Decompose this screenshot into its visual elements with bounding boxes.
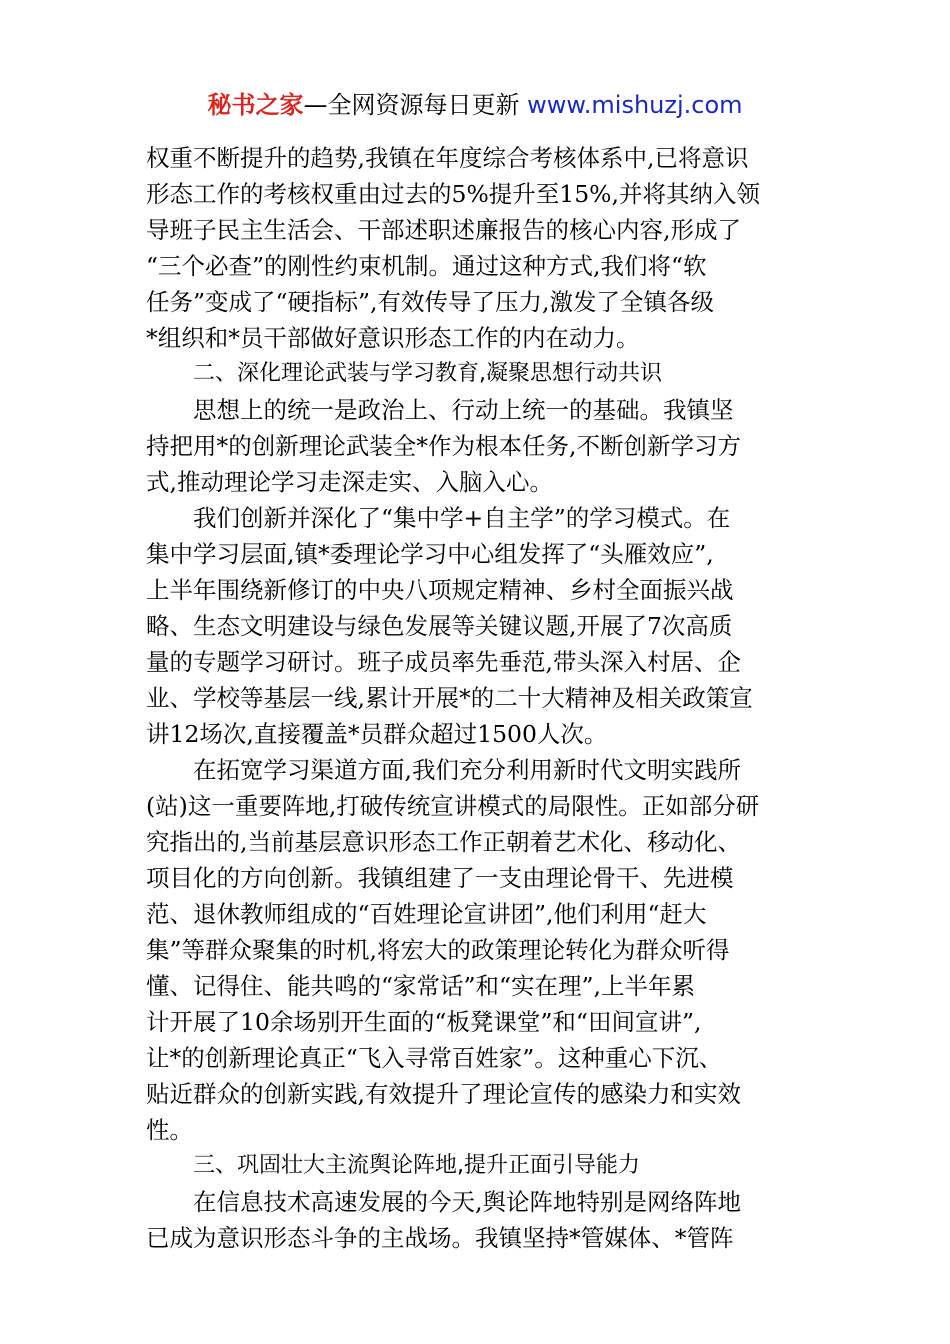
text-line: 形态工作的考核权重由过去的5%提升至15%,并将其纳入领 [146, 180, 760, 208]
site-url-link[interactable]: www.mishuzj.com [527, 91, 743, 119]
text-line: 懂、记得住、能共鸣的“家常话”和“实在理”,上半年累 [146, 972, 696, 1000]
text-line: 集中学习层面,镇*委理论学习中心组发挥了“头雁效应”, [146, 540, 714, 568]
text-line: (站)这一重要阵地,打破传统宣讲模式的局限性。正如部分研 [146, 792, 760, 820]
text-line: *组织和*员干部做好意识形态工作的内在动力。 [146, 324, 640, 352]
text-line: 计开展了10余场别开生面的“板凳课堂”和“田间宣讲”, [146, 1008, 702, 1036]
text-line: 讲12场次,直接覆盖*员群众超过1500人次。 [146, 720, 608, 748]
brand-name: 秘书之家 [207, 91, 304, 119]
paragraph-start: 思想上的统一是政治上、行动上统一的基础。我镇坚 [193, 396, 734, 424]
text-line: 量的专题学习研讨。班子成员率先垂范,带头深入村居、企 [146, 648, 741, 676]
text-line: 贴近群众的创新实践,有效提升了理论宣传的感染力和实效 [146, 1080, 741, 1108]
paragraph-start: 在拓宽学习渠道方面,我们充分利用新时代文明实践所 [193, 756, 741, 784]
section-heading-3: 三、巩固壮大主流舆论阵地,提升正面引导能力 [193, 1153, 640, 1178]
site-tagline: —全网资源每日更新 [303, 91, 520, 119]
text-line: 导班子民主生活会、干部述职述廉报告的核心内容,形成了 [146, 216, 741, 244]
text-line: “三个必查”的刚性约束机制。通过这种方式,我们将“软 [146, 252, 707, 280]
text-line: 性。 [146, 1116, 193, 1144]
text-line: 略、生态文明建设与绿色发展等关键议题,开展了7次高质 [146, 612, 733, 640]
document-body [146, 140, 810, 1256]
text-line: 上半年围绕新修订的中央八项规定精神、乡村全面振兴战 [146, 576, 734, 604]
paragraph-start: 我们创新并深化了“集中学+自主学”的学习模式。在 [193, 504, 731, 532]
text-line: 已成为意识形态斗争的主战场。我镇坚持*管媒体、*管阵 [146, 1224, 734, 1252]
text-line: 集”等群众聚集的时机,将宏大的政策理论转化为群众听得 [146, 936, 730, 964]
site-header [0, 88, 950, 122]
section-heading-2: 二、深化理论武装与学习教育,凝聚思想行动共识 [193, 361, 662, 386]
text-line: 让*的创新理论真正“飞入寻常百姓家”。这种重心下沉、 [146, 1044, 723, 1072]
text-line: 式,推动理论学习走深走实、入脑入心。 [146, 468, 553, 496]
text-line: 范、退休教师组成的“百姓理论宣讲团”,他们利用“赶大 [146, 900, 707, 928]
paragraph-start: 在信息技术高速发展的今天,舆论阵地特别是网络阵地 [193, 1188, 741, 1216]
text-line: 持把用*的创新理论武装全*作为根本任务,不断创新学习方 [146, 432, 741, 460]
text-line: 权重不断提升的趋势,我镇在年度综合考核体系中,已将意识 [146, 144, 749, 172]
text-line: 业、学校等基层一线,累计开展*的二十大精神及相关政策宣 [146, 684, 753, 712]
text-line: 究指出的,当前基层意识形态工作正朝着艺术化、移动化、 [146, 828, 741, 856]
text-line: 项目化的方向创新。我镇组建了一支由理论骨干、先进模 [146, 864, 734, 892]
text-line: 任务”变成了“硬指标”,有效传导了压力,激发了全镇各级 [146, 288, 714, 316]
